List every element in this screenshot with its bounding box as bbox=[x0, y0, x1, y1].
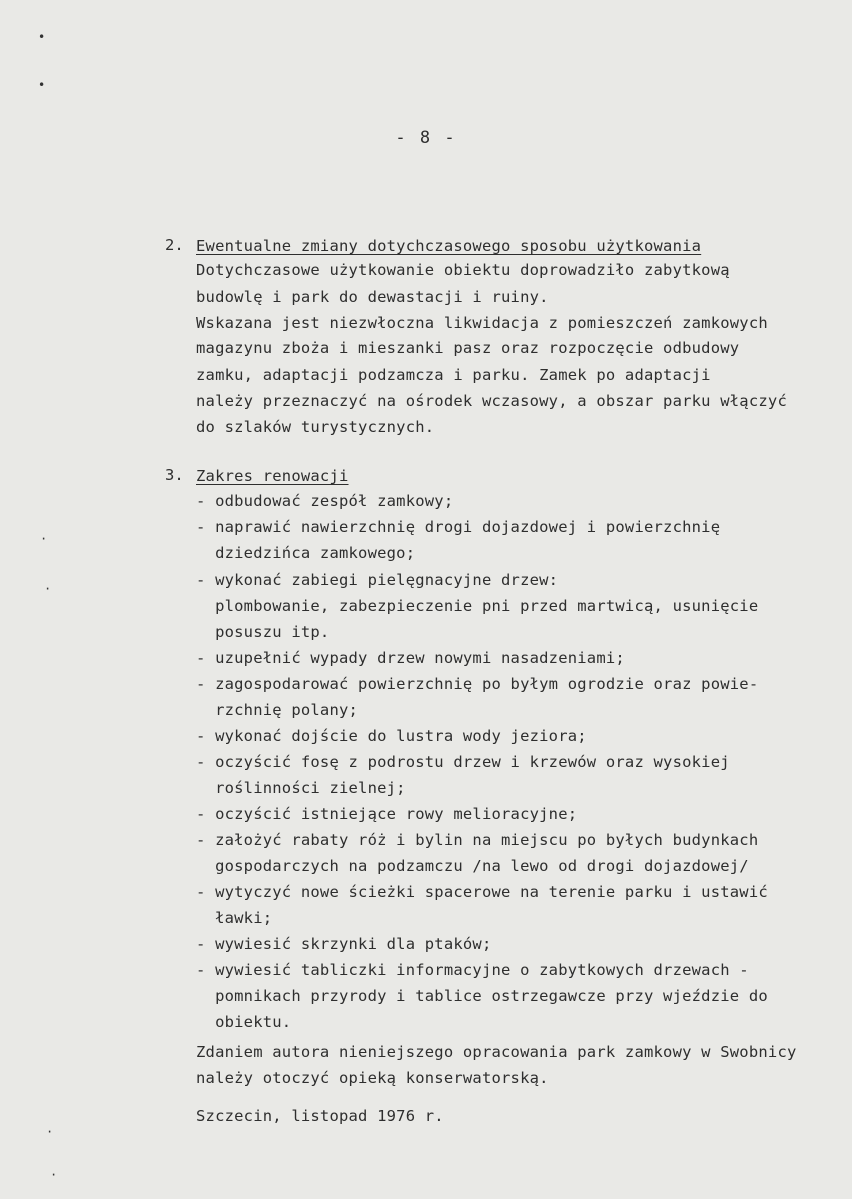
section-2-heading: Ewentualne zmiany dotychczasowego sposobu użytkowania bbox=[196, 237, 702, 255]
renovation-item: pomnikach przyrody i tablice ostrzegawcze przy wjeździe do bbox=[196, 987, 768, 1005]
renovation-item: - oczyścić istniejące rowy melioracyjne; bbox=[196, 805, 578, 823]
section-2-line: budowlę i park do dewastacji i ruiny. bbox=[196, 288, 549, 306]
margin-mark: · bbox=[40, 532, 48, 546]
margin-mark: · bbox=[50, 1168, 58, 1182]
section-2-line: do szlaków turystycznych. bbox=[196, 418, 435, 436]
margin-mark: · bbox=[46, 1125, 54, 1139]
section-2-line: należy przeznaczyć na ośrodek wczasowy, a obszar parku włączyć bbox=[196, 392, 787, 410]
section-3-heading: Zakres renowacji bbox=[196, 467, 349, 485]
renovation-item: - wywiesić tabliczki informacyjne o zabytkowych drzewach - bbox=[196, 961, 749, 979]
margin-mark: • bbox=[38, 78, 46, 92]
margin-mark: • bbox=[38, 30, 46, 44]
renovation-item: dziedzińca zamkowego; bbox=[196, 544, 416, 562]
renovation-item: - założyć rabaty róż i bylin na miejscu po byłych budynkach bbox=[196, 831, 759, 849]
renovation-item: plombowanie, zabezpieczenie pni przed martwicą, usunięcie bbox=[196, 597, 759, 615]
renovation-item: - naprawić nawierzchnię drogi dojazdowej i powierzchnię bbox=[196, 518, 721, 536]
renovation-item: - oczyścić fosę z podrostu drzew i krzewów oraz wysokiej bbox=[196, 753, 730, 771]
section-2-line: Wskazana jest niezwłoczna likwidacja z pomieszczeń zamkowych bbox=[196, 314, 768, 332]
renovation-item: roślinności zielnej; bbox=[196, 779, 406, 797]
renovation-item: - odbudować zespół zamkowy; bbox=[196, 492, 454, 510]
renovation-item: rzchnię polany; bbox=[196, 701, 359, 719]
renovation-item: - uzupełnić wypady drzew nowymi nasadzeniami; bbox=[196, 649, 625, 667]
section-2-line: Dotychczasowe użytkowanie obiektu doprowadziło zabytkową bbox=[196, 261, 730, 279]
renovation-item: posuszu itp. bbox=[196, 623, 330, 641]
section-3-number: 3. bbox=[165, 466, 184, 484]
renovation-item: obiektu. bbox=[196, 1013, 292, 1031]
renovation-item: - zagospodarować powierzchnię po byłym ogrodzie oraz powie- bbox=[196, 675, 759, 693]
renovation-item: - wywiesić skrzynki dla ptaków; bbox=[196, 935, 492, 953]
renovation-item: - wytyczyć nowe ścieżki spacerowe na terenie parku i ustawić bbox=[196, 883, 768, 901]
renovation-item: gospodarczych na podzamczu /na lewo od drogi dojazdowej/ bbox=[196, 857, 749, 875]
closing-line: Zdaniem autora nieniejszego opracowania park zamkowy w Swobnicy bbox=[196, 1043, 797, 1061]
section-2-number: 2. bbox=[165, 236, 184, 254]
renovation-item: - wykonać zabiegi pielęgnacyjne drzew: bbox=[196, 571, 559, 589]
place-date-signature: Szczecin, listopad 1976 r. bbox=[196, 1107, 444, 1125]
section-2-line: magazynu zboża i mieszanki pasz oraz rozpoczęcie odbudowy bbox=[196, 339, 740, 357]
renovation-item: - wykonać dojście do lustra wody jeziora; bbox=[196, 727, 587, 745]
page-number: - 8 - bbox=[395, 128, 457, 148]
closing-line: należy otoczyć opieką konserwatorską. bbox=[196, 1069, 549, 1087]
renovation-item: ławki; bbox=[196, 909, 273, 927]
section-2-line: zamku, adaptacji podzamcza i parku. Zamek po adaptacji bbox=[196, 366, 711, 384]
margin-mark: · bbox=[44, 582, 52, 596]
